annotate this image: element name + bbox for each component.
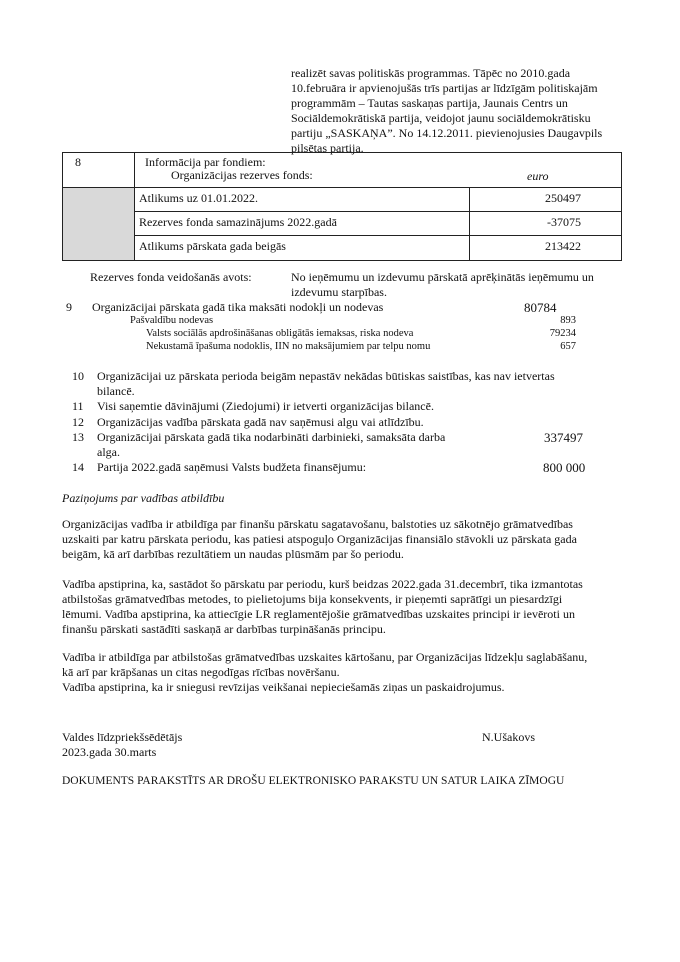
reserve-source-label: Rezerves fonda veidošanās avots: [90, 270, 252, 284]
paragraph-line: uzskaiti par katru pārskata periodu, kas patiesi atspoguļo Organizācijas finansiālo stāvokli uz pārskata gada [62, 532, 577, 546]
intro-line: 10.februāra ir apvienojušās trīs partijas ar līdzīgām politiskajām [291, 81, 598, 95]
currency-label: euro [527, 169, 549, 183]
intro-paragraph [291, 66, 613, 156]
table-shade [63, 187, 134, 260]
table-divider [134, 211, 621, 212]
paragraph-line: finanšu pārskati sastādīti saskaņā ar darbības turpināšanās principu. [62, 622, 386, 636]
intro-line: partiju „SASKAŅA”. No 14.12.2011. pievienojusies Daugavpils [291, 126, 603, 140]
paragraph-line: kā arī par krāpšanas un citas negodīgas rīcības novēršanu. [62, 665, 340, 679]
taxes-total: 80784 [524, 300, 557, 315]
tax-item-label: Nekustamā īpašuma nodoklis, IIN no maksājumiem par telpu nomu [146, 341, 431, 352]
statement-paragraph-3 [62, 650, 614, 695]
item-text [97, 430, 445, 460]
intro-line: Sociāldemokrātiskā partija, veidojot jaunu sociāldemokrātisku [291, 111, 591, 125]
row-value: 250497 [545, 191, 581, 205]
table-divider [469, 187, 470, 260]
item-value: 337497 [544, 430, 583, 445]
section-number: 12 [72, 415, 84, 429]
table-subheader: Organizācijas rezerves fonds: [171, 168, 313, 182]
paragraph-line: beigām, kā arī darbības rezultātiem un naudas plūsmām par šo periodu. [62, 547, 404, 561]
reserve-fund-table [62, 152, 622, 261]
table-divider [63, 187, 621, 188]
item-line: Organizācijai uz pārskata perioda beigām nepastāv nekādas būtiskas saistības, kas nav ietvertas [97, 369, 555, 383]
section-number: 11 [72, 399, 84, 413]
table-divider [134, 235, 621, 236]
tax-item-value: 893 [560, 315, 576, 326]
table-header: Informācija par fondiem: [145, 155, 266, 169]
item-line: Visi saņemtie dāvinājumi (Ziedojumi) ir ietverti organizācijas bilancē. [97, 399, 434, 413]
paragraph-line: atbilstošas grāmatvedības metodes, to pielietojums bija konsekvents, ir pieņemti saprātīgi un piesardzīgi [62, 592, 563, 606]
item-line: Organizācijas vadība pārskata gadā nav saņēmusi algu vai atlīdzību. [97, 415, 424, 429]
item-line: Partija 2022.gadā saņēmusi Valsts budžeta finansējumu: [97, 460, 367, 474]
item-value: 800 000 [543, 460, 586, 475]
taxes-label: Organizācijai pārskata gadā tika maksāti nodokļi un nodevas [92, 300, 384, 314]
reserve-source-text: No ieņēmumu un izdevumu pārskatā aprēķinātās ieņēmumu un [291, 270, 594, 284]
item-line: bilancē. [97, 384, 135, 398]
tax-item-label: Pašvaldību nodevas [130, 315, 214, 326]
item-line: Organizācijai pārskata gadā tika nodarbināti darbinieki, samaksāta darba [97, 430, 446, 444]
signature-date: 2023.gada 30.marts [62, 745, 157, 759]
section-number: 10 [72, 369, 84, 383]
row-label: Atlikums uz 01.01.2022. [139, 191, 258, 205]
section-number: 14 [72, 460, 84, 474]
row-value: -37075 [547, 215, 581, 229]
paragraph-line: Organizācijas vadība ir atbildīga par finanšu pārskatu sagatavošanu, balstoties uz sākotnējo grāmatvedības [62, 517, 573, 531]
row-label: Rezerves fonda samazinājums 2022.gadā [139, 215, 337, 229]
intro-line: pilsētas partija. [291, 141, 364, 155]
intro-line: realizēt savas politiskās programmas. Tāpēc no 2010.gada [291, 66, 571, 80]
statement-title: Paziņojums par vadības atbildību [62, 491, 225, 505]
item-text [97, 369, 617, 399]
item-line: alga. [97, 445, 120, 459]
signatory-name: N.Ušakovs [482, 730, 535, 744]
tax-item-value: 79234 [549, 328, 576, 339]
signatory-title: Valdes līdzpriekšsēdētājs [62, 730, 183, 744]
section-number: 8 [75, 155, 81, 169]
e-signature-notice: DOKUMENTS PARAKSTĪTS AR DROŠU ELEKTRONISKO PARAKSTU UN SATUR LAIKA ZĪMOGU [62, 775, 565, 787]
section-number: 13 [72, 430, 84, 444]
section-number: 9 [66, 300, 72, 314]
row-label: Atlikums pārskata gada beigās [139, 239, 286, 253]
paragraph-line: Vadība ir atbildīga par atbilstošas grāmatvedības uzskaites kārtošanu, par Organizācijas līdzekļu saglabāšanu, [62, 650, 588, 664]
tax-item-value: 657 [560, 341, 576, 352]
statement-paragraph-2 [62, 577, 614, 637]
table-divider [134, 153, 135, 260]
paragraph-line: Vadība apstiprina, ka, sastādot šo pārskatu par periodu, kurš beidzas 2022.gada 31.decembrī, tika izmantotas [62, 577, 583, 591]
intro-line: programmām – Tautas saskaņas partija, Jaunais Centrs un [291, 96, 568, 110]
row-value: 213422 [545, 239, 581, 253]
tax-item-label: Valsts sociālās apdrošināšanas obligātās iemaksas, riska nodeva [146, 328, 414, 339]
statement-paragraph-1 [62, 517, 614, 562]
reserve-source-text: izdevumu starpības. [291, 285, 387, 299]
paragraph-line: Vadība apstiprina, ka ir sniegusi revīzijas veikšanai nepieciešamās ziņas un paskaidrojumus. [62, 680, 505, 694]
paragraph-line: lēmumi. Vadība apstiprina, ka attiecīgie LR reglamentējošie grāmatvedības uzskaites principi ir ievēroti un [62, 607, 575, 621]
